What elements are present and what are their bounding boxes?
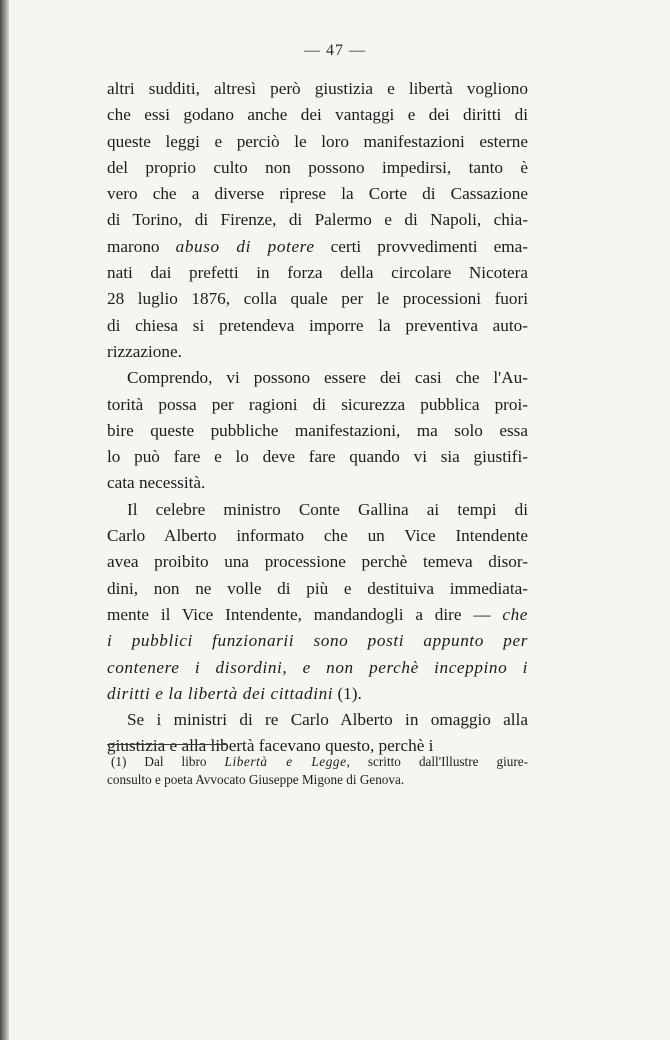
text-line: [107, 602, 528, 628]
text-line: [107, 681, 528, 707]
text-run: certi provvedimenti ema-: [314, 236, 528, 256]
footnote-rule: [107, 744, 227, 745]
text-line: di chiesa si pretendeva imporre la preventiva auto-: [107, 315, 528, 335]
paragraph: [107, 497, 528, 707]
italic-run: che: [502, 604, 528, 624]
text-run: (1) Dal libro: [111, 754, 225, 769]
text-line: torità possa per ragioni di sicurezza pubblica proi-: [107, 394, 528, 414]
page-number: — 47 —: [304, 42, 366, 59]
text-line: Comprendo, vi possono essere dei casi che l'Au-: [127, 368, 528, 388]
text-line: [107, 234, 528, 260]
page-binding-edge: [0, 0, 9, 1040]
text-run: consulto e poeta Avvocato Giuseppe Migone di Genova.: [107, 771, 405, 787]
text-line: giustizia e alla libertà facevano questo, perchè i: [107, 736, 434, 756]
paragraph: [107, 365, 528, 496]
text-line: [107, 628, 528, 654]
text-line: vero che a diverse riprese la Corte di Cassazione: [107, 184, 528, 204]
paragraph: [107, 76, 528, 365]
footnote-line: [107, 753, 528, 771]
text-line: altri sudditi, altresì però giustizia e libertà vogliono: [107, 79, 528, 98]
text-line: bire queste pubbliche manifestazioni, ma solo essa: [107, 420, 528, 440]
text-line: dini, non ne volle di più e destituiva immediata-: [107, 578, 528, 598]
text-run: marono: [107, 236, 176, 256]
text-line: queste leggi e perciò le loro manifestazioni esterne: [107, 131, 528, 151]
italic-run: abuso di potere: [175, 236, 315, 256]
text-line: Carlo Alberto informato che un Vice Intendente: [107, 526, 528, 546]
footnotes: [107, 753, 528, 788]
text-line: [107, 655, 528, 681]
text-line: del proprio culto non possono impedirsi, tanto è: [107, 157, 528, 177]
footnote-line: [107, 771, 528, 789]
italic-run: diritti e la libertà dei cittadini: [107, 683, 334, 703]
text-run: (1).: [333, 683, 362, 703]
text-line: che essi godano anche dei vantaggi e dei diritti di: [107, 105, 528, 125]
text-line: 28 luglio 1876, colla quale per le processioni fuori: [107, 289, 528, 309]
body-text: [107, 76, 528, 760]
paragraph: [107, 707, 528, 760]
text-line: Il celebre ministro Conte Gallina ai tempi di: [127, 499, 528, 519]
italic-run: Libertà e Legge: [224, 754, 347, 769]
text-run: , scritto dall'Illustre giure-: [346, 754, 528, 769]
text-line: cata necessità.: [107, 473, 206, 493]
text-line: Se i ministri di re Carlo Alberto in omaggio alla: [127, 710, 528, 730]
italic-run: i pubblici funzionarii sono posti appunto per: [107, 631, 528, 651]
italic-run: contenere i disordini, e non perchè inceppino i: [107, 657, 528, 677]
text-line: di Torino, di Firenze, di Palermo e di Napoli, chia-: [107, 210, 528, 230]
text-line: rizzazione.: [107, 341, 182, 361]
text-line: avea proibito una processione perchè temeva disor-: [107, 552, 528, 572]
footnote: [107, 753, 528, 788]
text-line: lo può fare e lo deve fare quando vi sia giustifi-: [107, 447, 528, 467]
text-line: nati dai prefetti in forza della circolare Nicotera: [107, 263, 528, 283]
text-run: mente il Vice Intendente, mandandogli a dire —: [107, 604, 503, 624]
